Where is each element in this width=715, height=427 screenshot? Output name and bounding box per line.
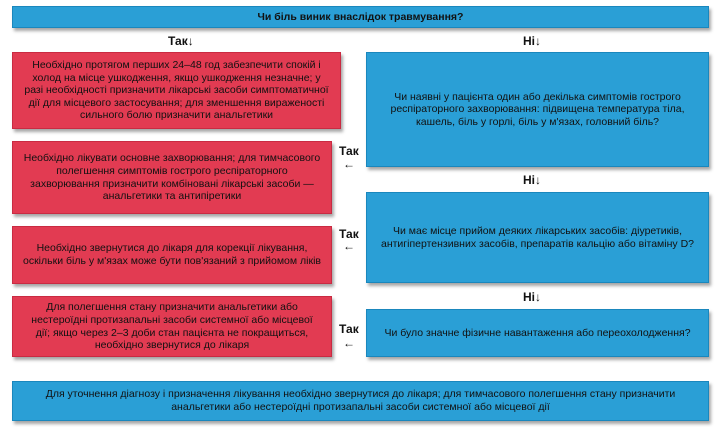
question-3-text: Чи має місце прийом деяких лікарських засобів: діуретиків, антигіпертензивних засобів, препаратів кальцію або вітаміну D?: [380, 224, 695, 250]
no-label-2: Ні↓: [523, 173, 541, 187]
final-text: Для уточнення діагнозу і призначення лікування необхідно звернутися до лікаря; для тимчасового полегшення стану призначити анальгетики або нестероїдні протизапальні засоби системної або місцевої дії: [45, 388, 676, 413]
yes-label-3: Так: [339, 227, 359, 241]
answer-4-box: [12, 296, 332, 357]
question-2-text: Чи наявні у пацієнта один або декілька симптомів гострого респіраторного захворювання: підвищена температура тіла, кашель, біль у горлі, біль у м'язах, головний біль?: [390, 90, 685, 128]
answer-1-box: [12, 52, 341, 129]
question-3-box: [366, 192, 709, 283]
answer-2-text: Необхідно лікувати основне захворювання; для тимчасового полегшення симптомів гострого респіраторного захворювання призначити комбіновані лікарські засоби — анальгетики та антипіретики: [23, 152, 321, 203]
question-1-text: Чи біль виник внаслідок травмування?: [257, 10, 464, 23]
final-box: [12, 381, 709, 421]
question-1-box: [12, 6, 709, 28]
answer-2-box: [12, 141, 332, 214]
yes-label-4: Так: [339, 322, 359, 336]
yes-label-2: Так: [339, 144, 359, 158]
left-arrow-4: ←: [343, 336, 355, 350]
question-2-box: [366, 52, 709, 167]
left-arrow-3: ←: [343, 239, 355, 253]
answer-3-box: [12, 226, 332, 284]
no-label-3: Ні↓: [523, 290, 541, 304]
question-4-text: Чи було значне фізичне навантаження або переохолодження?: [384, 326, 691, 339]
answer-4-text: Для полегшення стану призначити анальгетики або нестероїдні протизапальні засоби системної або місцевої дії; якщо через 2–3 доби стан пацієнта не покращиться, необхідно звернутися до лікаря: [31, 301, 313, 352]
yes-label-1: Так↓: [168, 34, 194, 48]
answer-3-text: Необхідно звернутися до лікаря для корекції лікування, оскільки біль у м'язах може бути пов'язаний з прийомом ліків: [23, 242, 321, 267]
no-label-1: Ні↓: [523, 34, 541, 48]
left-arrow-2: ←: [343, 157, 355, 171]
answer-1-text: Необхідно протягом перших 24–48 год забезпечити спокій і холод на місце ушкодження, якщо ушкодження незначне; у разі необхідності призначити лікарські засоби симптоматичної дії для місцевого застосування; для зменшення вираженості сильного болю призначити анальгетики: [24, 59, 329, 122]
question-4-box: [366, 309, 709, 357]
